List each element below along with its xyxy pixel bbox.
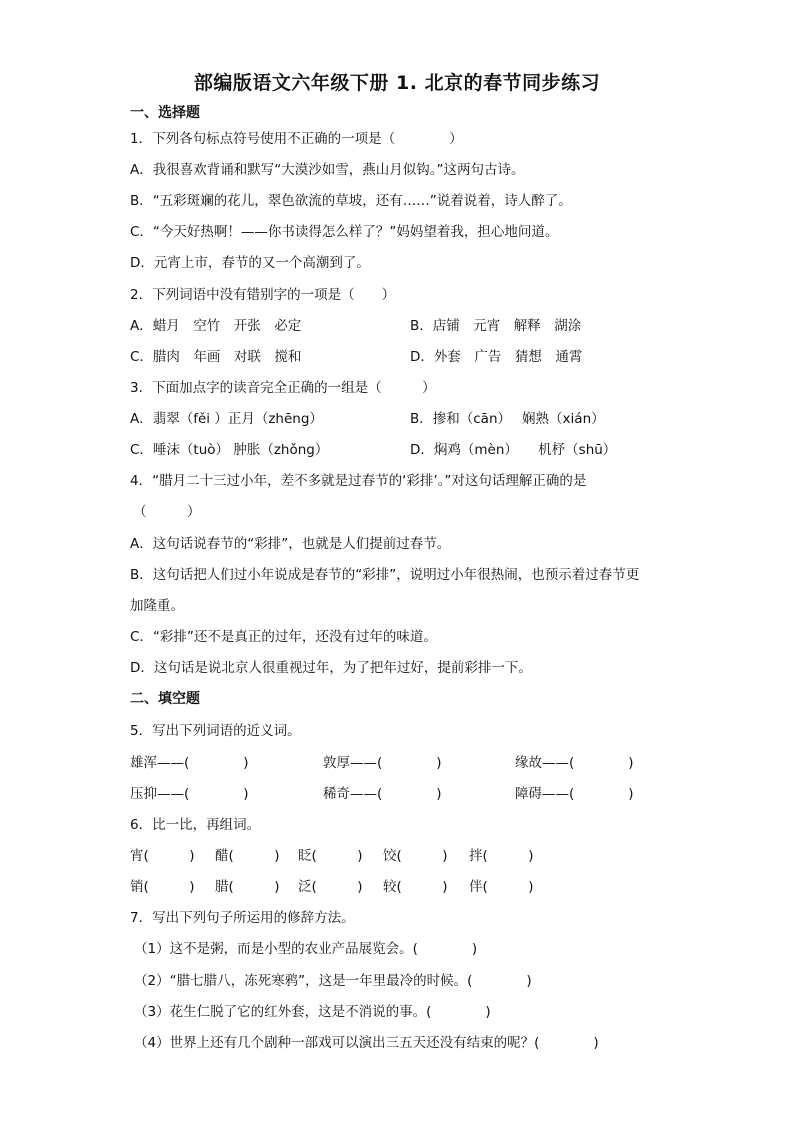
question-1-option-a: A．我很喜欢背诵和默写“大漠沙如雪，燕山月似钩。”这两句古诗。: [130, 162, 525, 178]
question-2-stem: 2．下列词语中没有错别字的一项是（ ）: [130, 287, 396, 303]
question-7-item: （2）“腊七腊八，冻死寒鸦”，这是一年里最冷的时候。( ): [134, 973, 532, 989]
question-4-option-a: A．这句话说春节的“彩排”，也就是人们提前过春节。: [130, 536, 451, 552]
question-7-item: （4）世界上还有几个剧种一部戏可以演出三五天还没有结束的呢？( ): [134, 1035, 599, 1051]
question-3-option-b: B．掺和（cān） 娴熟（xián）: [410, 411, 605, 427]
question-6-item: 泛( ): [298, 879, 363, 895]
question-1-stem: 1．下列各句标点符号使用不正确的一项是（ ）: [130, 131, 463, 147]
question-4-option-d: D．这句话是说北京人很重视过年，为了把年过好，提前彩排一下。: [130, 660, 532, 676]
question-7-item: （1）这不是粥，而是小型的农业产品展览会。( ): [134, 941, 478, 957]
question-6-item: 醋( ): [215, 848, 280, 864]
question-4-stem: 4．“腊月二十三过小年，差不多就是过春节的‘彩排’。”对这句话理解正确的是: [130, 473, 587, 489]
question-6-item: 伴( ): [469, 879, 534, 895]
question-5-item: 压抑——( ): [130, 786, 249, 802]
question-1-option-c: C．“今天好热啊！——你书读得怎么样了？”妈妈望着我，担心地问道。: [130, 224, 559, 240]
question-1-option-d: D．元宵上市，春节的又一个高潮到了。: [130, 255, 370, 271]
question-3-option-d: D．焖鸡（mèn） 机杼（shū）: [410, 442, 617, 458]
question-6-item: 较( ): [383, 879, 448, 895]
question-3-option-a: A．翡翠（fěi ）正月（zhēng）: [130, 411, 323, 427]
question-1-option-b: B．“五彩斑斓的花儿，翠色欲流的草坡，还有……”说着说着，诗人醉了。: [130, 193, 572, 209]
question-2-option-a: A．蜡月 空竹 开张 必定: [130, 318, 302, 334]
question-7-stem: 7．写出下列句子所运用的修辞方法。: [130, 910, 355, 926]
question-6-item: 饺( ): [383, 848, 448, 864]
question-4-option-b: B．这句话把人们过小年说成是春节的“彩排”，说明过小年很热闹，也预示着过春节更: [130, 567, 640, 583]
question-6-item: 销( ): [130, 879, 195, 895]
question-6-item: 腊( ): [215, 879, 280, 895]
question-5-item: 雄浑——( ): [130, 755, 249, 771]
question-4-option-b-continued: 加隆重。: [130, 598, 184, 614]
question-5-item: 稀奇——( ): [323, 786, 442, 802]
question-6-item: 眨( ): [298, 848, 363, 864]
question-6-item: 宵( ): [130, 848, 195, 864]
question-4-option-c: C．“彩排”还不是真正的过年，还没有过年的味道。: [130, 629, 437, 645]
question-4-answer-blank: （ ）: [133, 504, 201, 520]
page-title: 部编版语文六年级下册 1. 北京的春节同步练习: [193, 72, 601, 94]
section-heading-choice: 一、选择题: [130, 105, 200, 121]
question-7-item: （3）花生仁脱了它的红外套，这是不消说的事。( ): [134, 1004, 491, 1020]
question-5-stem: 5．写出下列词语的近义词。: [130, 723, 301, 739]
question-6-item: 拌( ): [469, 848, 534, 864]
question-6-stem: 6．比一比，再组词。: [130, 817, 261, 833]
question-2-option-d: D．外套 广告 猜想 通霄: [410, 349, 583, 365]
question-2-option-c: C．腊肉 年画 对联 搅和: [130, 349, 302, 365]
question-3-stem: 3．下面加点字的读音完全正确的一组是（ ）: [130, 380, 436, 396]
question-5-item: 缘故——( ): [515, 755, 634, 771]
question-3-option-c: C．唾沫（tuò） 肿胀（zhǒng）: [130, 442, 329, 458]
question-2-option-b: B．店铺 元宵 解释 湖涂: [410, 318, 582, 334]
section-heading-fill: 二、填空题: [130, 691, 200, 707]
question-5-item: 障碍——( ): [515, 786, 634, 802]
question-5-item: 敦厚——( ): [323, 755, 442, 771]
